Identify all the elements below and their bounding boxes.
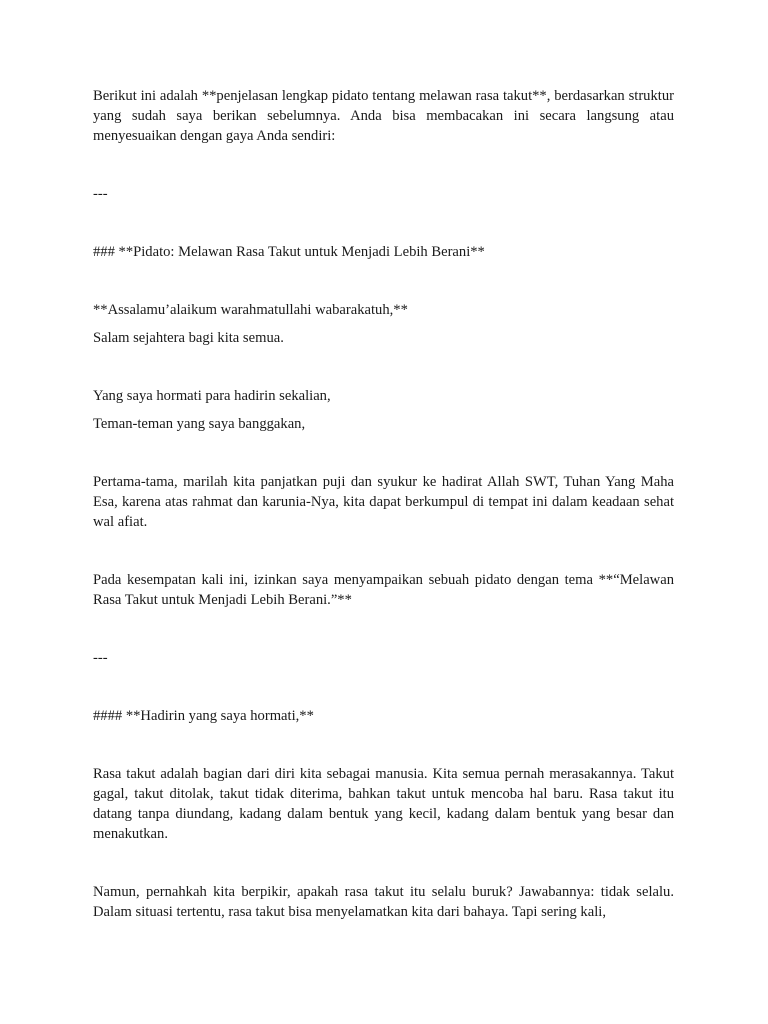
greeting: **Assalamu’alaikum warahmatullahi wabarakatuh,**: [93, 302, 408, 318]
fear-paragraph: Rasa takut adalah bagian dari diri kita sebagai manusia. Kita semua pernah merasakannya. Takut gagal, takut ditolak, takut tidak diterima, bahkan takut untuk mencoba hal baru. Rasa takut itu datang tanpa diundang, kadang dalam bentuk yang kecil, kadang dalam bentuk yang besar dan menakutkan.: [93, 766, 674, 842]
speech-title: ### **Pidato: Melawan Rasa Takut untuk Menjadi Lebih Berani**: [93, 244, 485, 260]
separator: ---: [93, 186, 108, 202]
question-paragraph: Namun, pernahkah kita berpikir, apakah rasa takut itu selalu buruk? Jawabannya: tidak selalu. Dalam situasi tertentu, rasa takut bisa menyelamatkan kita dari bahaya. Tapi sering kali,: [93, 884, 674, 920]
section-heading: #### **Hadirin yang saya hormati,**: [93, 708, 314, 724]
salutation: Salam sejahtera bagi kita semua.: [93, 330, 284, 346]
document-page: [93, 86, 674, 922]
friends-address: Teman-teman yang saya banggakan,: [93, 416, 306, 432]
audience-address: Yang saya hormati para hadirin sekalian,: [93, 388, 331, 404]
theme-paragraph: Pada kesempatan kali ini, izinkan saya menyampaikan sebuah pidato dengan tema **“Melawan Rasa Takut untuk Menjadi Lebih Berani.”**: [93, 572, 674, 608]
intro-paragraph: Berikut ini adalah **penjelasan lengkap pidato tentang melawan rasa takut**, berdasarkan struktur yang sudah saya berikan sebelumnya. Anda bisa membacakan ini secara langsung atau menyesuaikan dengan gaya Anda sendiri:: [93, 88, 674, 144]
opening-paragraph: Pertama-tama, marilah kita panjatkan puji dan syukur ke hadirat Allah SWT, Tuhan Yang Maha Esa, karena atas rahmat dan karunia-Nya, kita dapat berkumpul di tempat ini dalam keadaan sehat wal afiat.: [93, 474, 674, 530]
separator: ---: [93, 650, 108, 666]
